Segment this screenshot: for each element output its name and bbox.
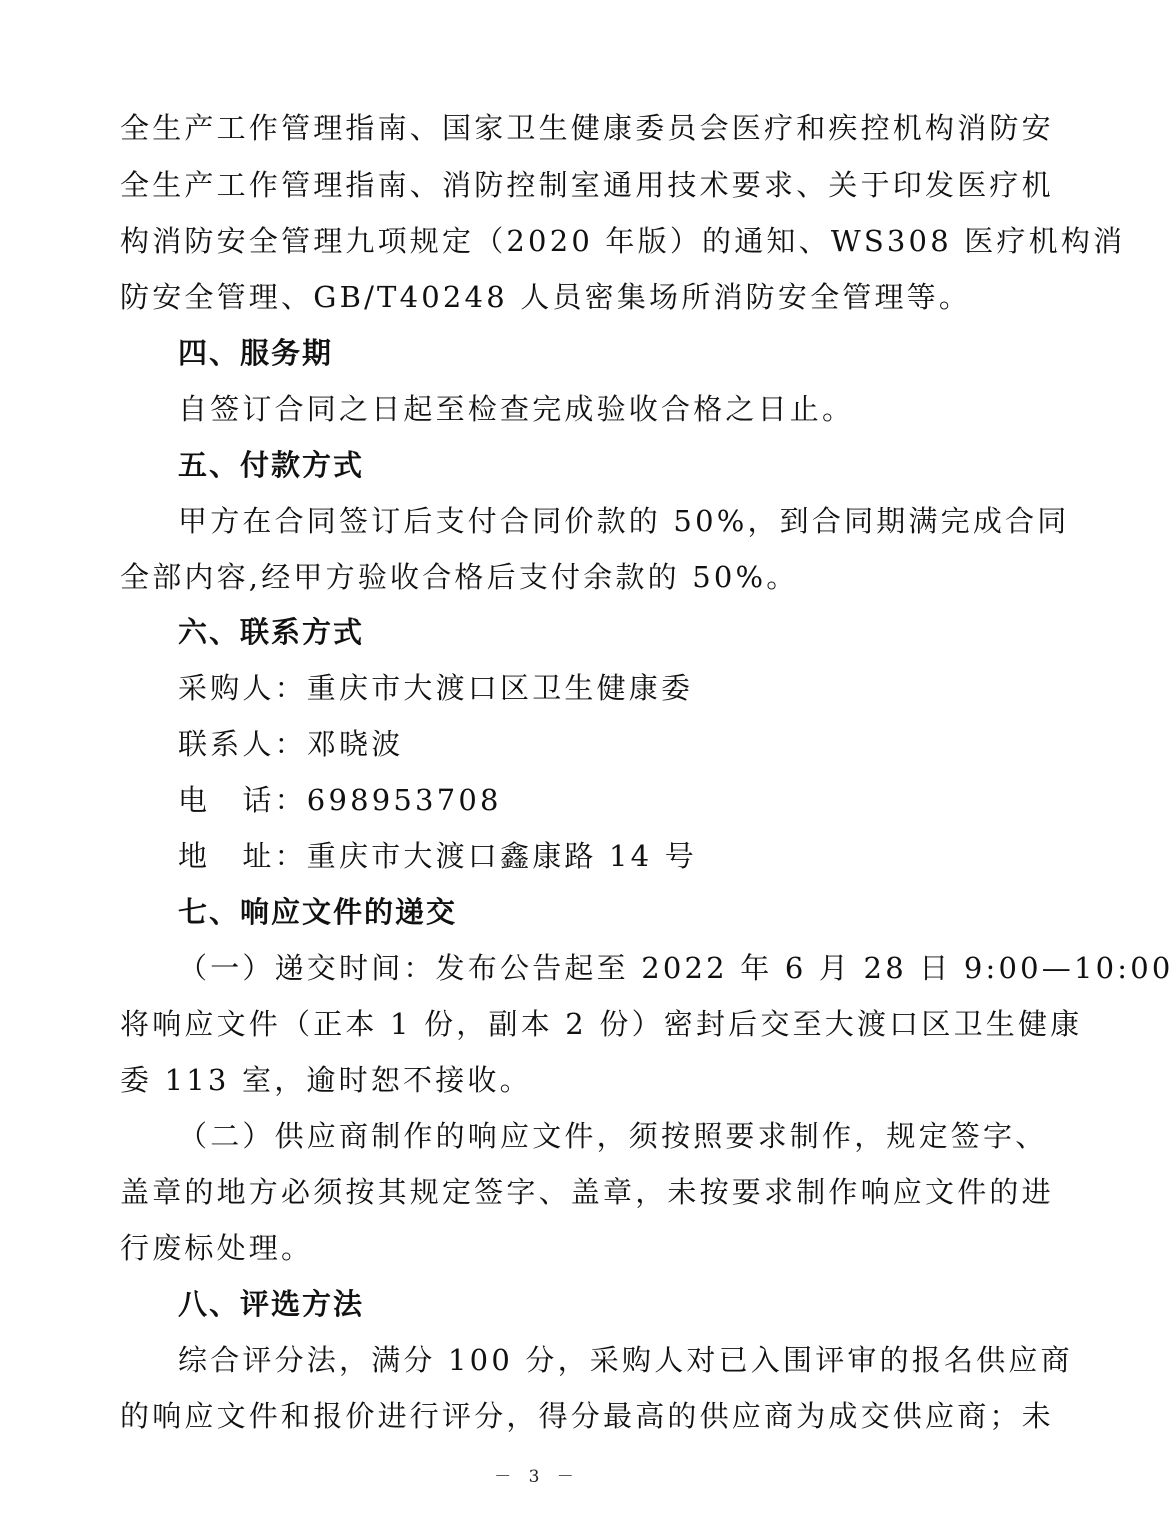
section-heading-service-period: 四、服务期 bbox=[178, 336, 334, 370]
section-heading-submission: 七、响应文件的递交 bbox=[178, 895, 458, 929]
body-line: 全生产工作管理指南、消防控制室通用技术要求、关于印发医疗机 bbox=[120, 168, 1054, 202]
service-period-text: 自签订合同之日起至检查完成验收合格之日止。 bbox=[178, 392, 855, 426]
contact-phone: 电 话：698953708 bbox=[178, 783, 502, 817]
submission-text-line: 将响应文件（正本 1 份，副本 2 份）密封后交至大渡口区卫生健康 bbox=[120, 1007, 1083, 1041]
contact-purchaser: 采购人：重庆市大渡口区卫生健康委 bbox=[178, 671, 694, 705]
payment-text-line: 甲方在合同签订后支付合同价款的 50%，到合同期满完成合同 bbox=[178, 504, 1070, 538]
body-line: 全生产工作管理指南、国家卫生健康委员会医疗和疾控机构消防安 bbox=[120, 111, 1054, 145]
evaluation-text-line: 的响应文件和报价进行评分，得分最高的供应商为成交供应商；未 bbox=[120, 1399, 1054, 1433]
section-heading-contact: 六、联系方式 bbox=[178, 615, 365, 649]
contact-person: 联系人：邓晓波 bbox=[178, 727, 404, 761]
evaluation-text-line: 综合评分法，满分 100 分，采购人对已入围评审的报名供应商 bbox=[178, 1343, 1073, 1377]
section-heading-payment: 五、付款方式 bbox=[178, 448, 365, 482]
submission-text-line: 行废标处理。 bbox=[120, 1231, 314, 1265]
section-heading-evaluation: 八、评选方法 bbox=[178, 1287, 365, 1321]
submission-text-line: 盖章的地方必须按其规定签字、盖章，未按要求制作响应文件的进 bbox=[120, 1175, 1054, 1209]
body-line: 防安全管理、GB/T40248 人员密集场所消防安全管理等。 bbox=[120, 280, 972, 314]
contact-address: 地 址：重庆市大渡口鑫康路 14 号 bbox=[178, 839, 697, 873]
payment-text-line: 全部内容,经甲方验收合格后支付余款的 50%。 bbox=[120, 560, 799, 594]
body-line: 构消防安全管理九项规定（2020 年版）的通知、WS308 医疗机构消 bbox=[120, 224, 1126, 258]
submission-text-line: （二）供应商制作的响应文件，须按照要求制作，规定签字、 bbox=[178, 1119, 1048, 1153]
page-number: － 3 － bbox=[494, 1467, 580, 1487]
submission-text-line: 委 113 室，逾时恕不接收。 bbox=[120, 1063, 532, 1097]
submission-text-line: （一）递交时间：发布公告起至 2022 年 6 月 28 日 9:00—10:00 bbox=[178, 951, 1174, 985]
